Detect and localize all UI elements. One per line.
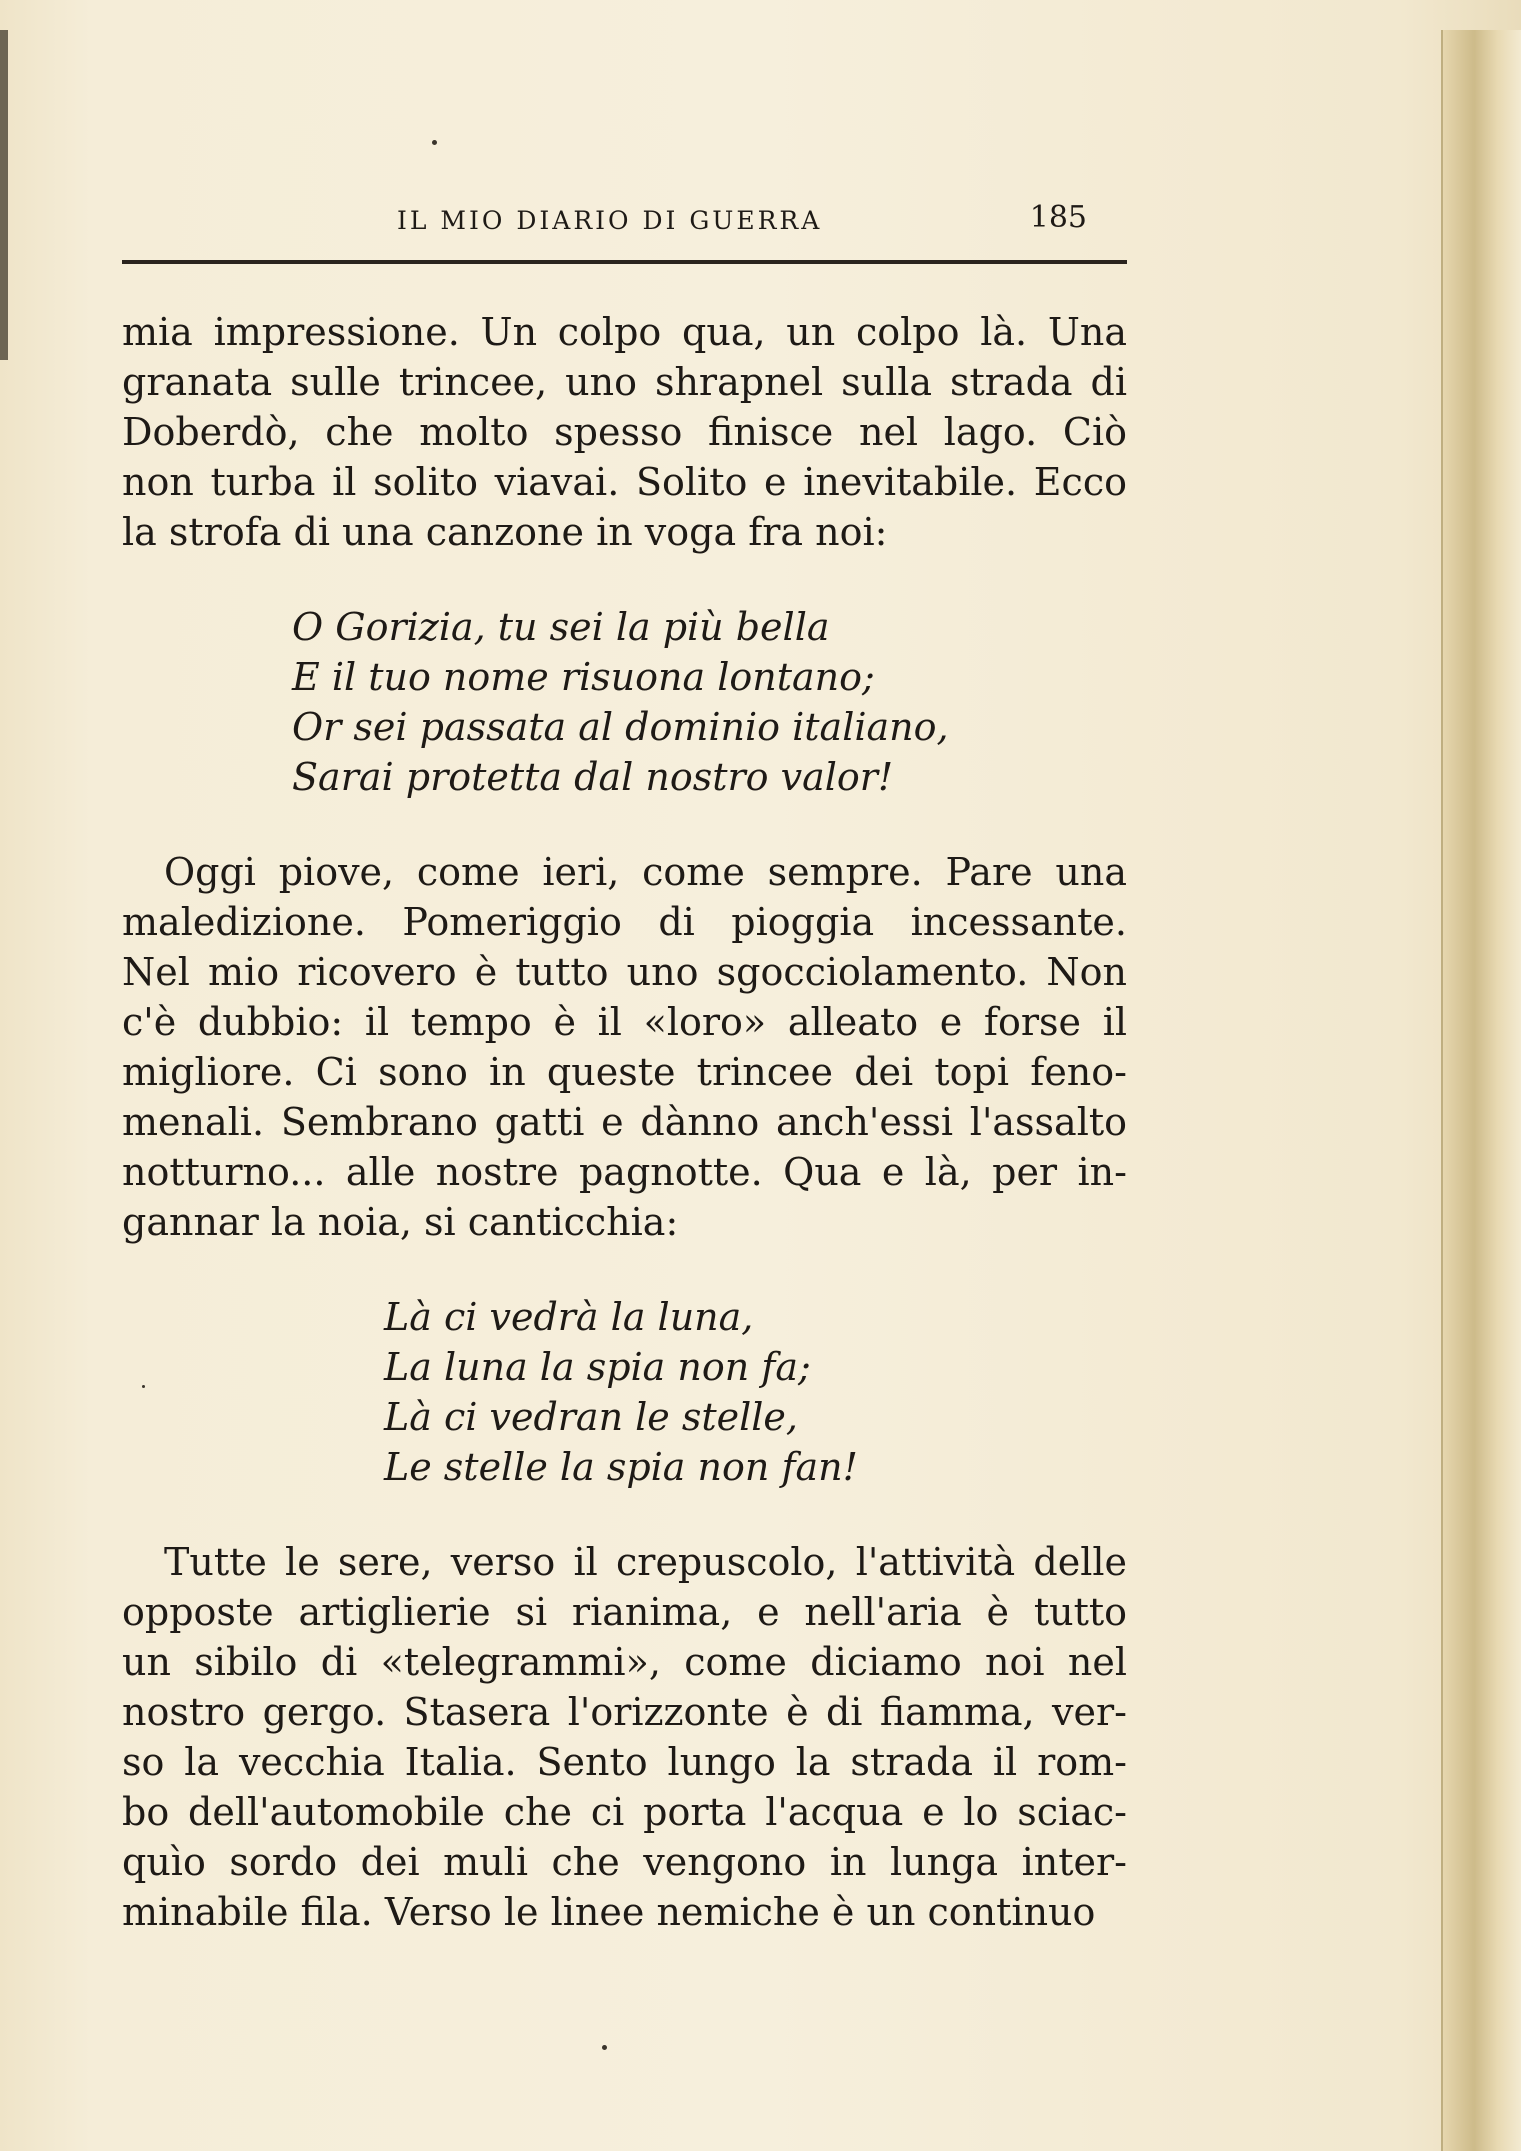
verse-luna bbox=[122, 1292, 1127, 1492]
text-line: Nel mio ricovero è tutto uno sgocciolamento. Non bbox=[122, 950, 1127, 994]
paragraph-3 bbox=[122, 1537, 1127, 1937]
text-line: migliore. Ci sono in queste trincee dei topi feno- bbox=[122, 1050, 1127, 1094]
text-line: opposte artiglierie si rianima, e nell'aria è tutto bbox=[122, 1590, 1127, 1634]
text-line: notturno... alle nostre pagnotte. Qua e là, per in- bbox=[122, 1150, 1127, 1194]
text-line: minabile fila. Verso le linee nemiche è un continuo bbox=[122, 1890, 1096, 1934]
text-line: la strofa di una canzone in voga fra noi: bbox=[122, 510, 888, 554]
running-title: IL MIO DIARIO DI GUERRA bbox=[397, 206, 823, 235]
paper-speck bbox=[432, 140, 437, 145]
text-line: menali. Sembrano gatti e dànno anch'essi l'assalto bbox=[122, 1100, 1127, 1144]
page-header bbox=[122, 200, 1127, 264]
text-line: mia impressione. Un colpo qua, un colpo là. Una bbox=[122, 310, 1127, 354]
text-line: Doberdò, che molto spesso finisce nel lago. Ciò bbox=[122, 410, 1127, 454]
paper-speck bbox=[142, 1385, 145, 1388]
text-line: so la vecchia Italia. Sento lungo la strada il rom- bbox=[122, 1740, 1127, 1784]
verse-line: Là ci vedrà la luna, bbox=[384, 1295, 754, 1339]
verse-gorizia bbox=[122, 602, 1127, 802]
text-line: gannar la noia, si canticchia: bbox=[122, 1200, 679, 1244]
verse-line: Or sei passata al dominio italiano, bbox=[292, 705, 949, 749]
text-line: c'è dubbio: il tempo è il «loro» alleato e forse il bbox=[122, 1000, 1127, 1044]
verse-line: O Gorizia, tu sei la più bella bbox=[292, 605, 830, 649]
verse-line: Sarai protetta dal nostro valor! bbox=[292, 755, 894, 799]
text-line: Tutte le sere, verso il crepuscolo, l'attività delle bbox=[164, 1540, 1127, 1584]
text-line: Oggi piove, come ieri, come sempre. Pare una bbox=[164, 850, 1127, 894]
verse-line: Là ci vedran le stelle, bbox=[384, 1395, 798, 1439]
text-line: un sibilo di «telegrammi», come diciamo noi nel bbox=[122, 1640, 1127, 1684]
text-line: nostro gergo. Stasera l'orizzonte è di fiamma, ver- bbox=[122, 1690, 1127, 1734]
verse-line: La luna la spia non fa; bbox=[384, 1345, 811, 1389]
book-fore-edge bbox=[1441, 30, 1521, 2151]
paragraph-2 bbox=[122, 847, 1127, 1247]
text-line: maledizione. Pomeriggio di pioggia incessante. bbox=[122, 900, 1127, 944]
text-line: non turba il solito viavai. Solito e inevitabile. Ecco bbox=[122, 460, 1127, 504]
text-line: bo dell'automobile che ci porta l'acqua e lo sciac- bbox=[122, 1790, 1127, 1834]
paper-speck bbox=[602, 2045, 607, 2050]
paragraph-1 bbox=[122, 307, 1127, 557]
verse-line: E il tuo nome risuona lontano; bbox=[292, 655, 875, 699]
page-left-edge-shadow bbox=[0, 30, 8, 360]
text-line: granata sulle trincee, uno shrapnel sulla strada di bbox=[122, 360, 1127, 404]
text-line: quìo sordo dei muli che vengono in lunga inter- bbox=[122, 1840, 1127, 1884]
page-number: 185 bbox=[1029, 200, 1087, 235]
verse-line: Le stelle la spia non fan! bbox=[384, 1445, 858, 1489]
page-body bbox=[122, 307, 1127, 1937]
